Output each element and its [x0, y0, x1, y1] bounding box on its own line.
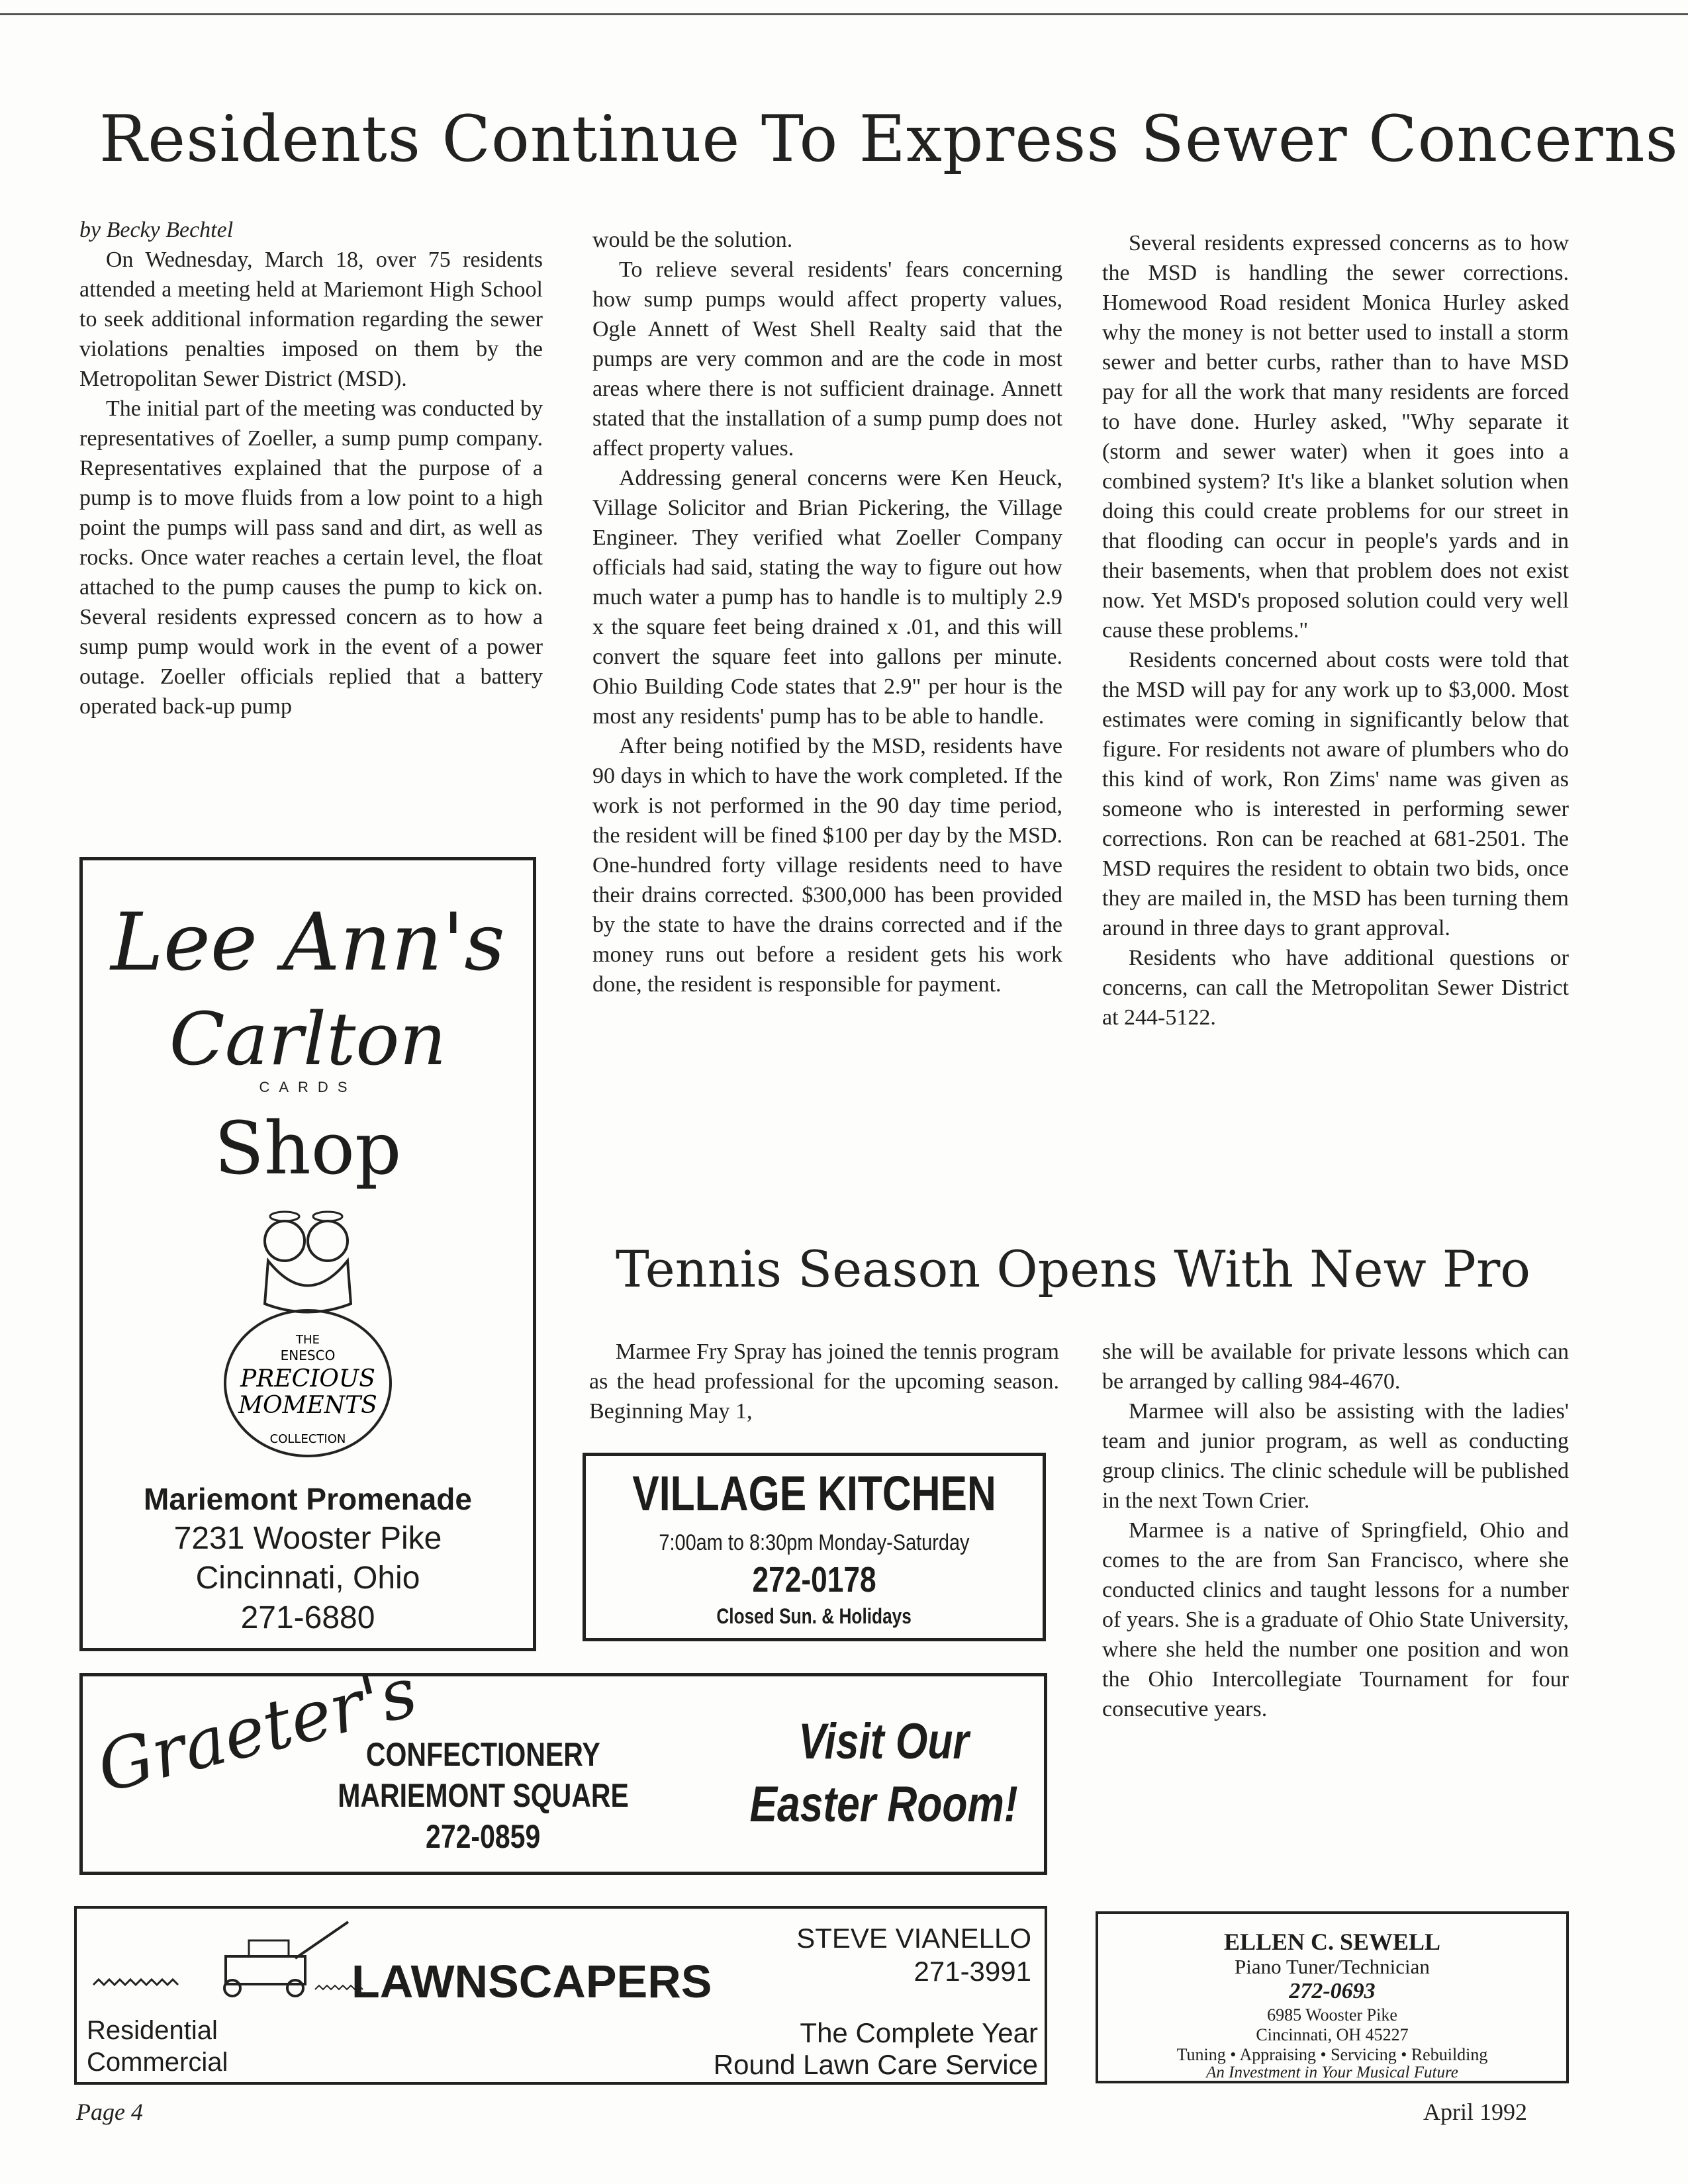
tennis-column-2: [1102, 1337, 1569, 1724]
phone-number: 272-0859: [426, 1818, 541, 1855]
graeters-promo-1: [712, 1713, 1056, 1770]
top-rule: [0, 13, 1688, 15]
lawnscapers-ad: [74, 1906, 1047, 2085]
lawnscapers-type-1: Residential: [87, 2016, 218, 2045]
sewell-city: Cincinnati, OH 45227: [1256, 2025, 1409, 2044]
lawnscapers-tagline-2: Round Lawn Care Service: [713, 2049, 1038, 2080]
sewell-ad: [1096, 1911, 1569, 2083]
address-line: 7231 Wooster Pike: [173, 1521, 442, 1556]
sewell-slogan: An Investment in Your Musical Future: [1206, 2064, 1458, 2081]
lee-anns-title: Lee Ann's: [111, 897, 505, 989]
location-label: MARIEMONT SQUARE: [338, 1777, 629, 1814]
lawnscapers-phone: 271-3991: [914, 1956, 1031, 1987]
precious-moments-logo: [209, 1205, 407, 1469]
logo-precious: PRECIOUS: [240, 1365, 375, 1392]
phone-number: 272-0178: [752, 1560, 876, 1600]
paragraph: Residents concerned about costs were told that the MSD will pay for any work up to $3,000. Most estimates were coming in significantly below that figure. For residents not aware of plumbers who do this kind of work, Ron Zims' name was given as someone who is interested in performing sewer corrections. Ron can be reached at 681-2501. The MSD requires the resident to obtain two bids, once they are mailed in, the MSD has been turning them around in three days to grant approval.: [1102, 648, 1569, 940]
sewell-phone: 272-0693: [1289, 1979, 1376, 2003]
paragraph: Several residents expressed concerns as to how the MSD is handling the sewer corrections. Homewood Road resident Monica Hurley asked why the money is not better used to install a storm sewer and better curbs, rather than to have MSD pay for all the work that many residents are forced to have done. Hurley asked, "Why separate it (storm and sewer water) when it goes into a combined system? It's like a blanket solution when doing this could create problems for our street in that flooding can occur in people's yards and in their basements, when that problem does not exist now. Yet MSD's proposed solution could very well cause these problems.": [1102, 231, 1569, 643]
graeters-phone: [285, 1818, 682, 1855]
halo-left: [270, 1212, 299, 1221]
halo-right: [313, 1212, 342, 1221]
lawnscapers-type-2: Commercial: [87, 2048, 228, 2077]
issue-date: April 1992: [1423, 2099, 1527, 2125]
lawnscapers-name: LAWNSCAPERS: [352, 1956, 712, 2007]
shop-label: Shop: [214, 1106, 402, 1191]
paragraph: would be the solution.: [592, 228, 793, 252]
article-column-3: [1102, 228, 1569, 1032]
page-number: Page 4: [76, 2099, 143, 2125]
lawnscapers-owner: STEVE VIANELLO: [796, 1923, 1031, 1954]
village-kitchen-ad: [583, 1453, 1046, 1641]
lawnscapers-tagline-1: The Complete Year: [800, 2017, 1038, 2048]
paragraph: The initial part of the meeting was conducted by representatives of Zoeller, a sump pump company. Representatives explained that the purpose of a pump is to move fluids from a low point to a high point the pumps will pass sand and dirt, as well as rocks. Once water reaches a certain level, the float attached to the pump causes the pump to kick on. Several residents expressed concern as to how a sump pump would work in the event of a power outage. Zoeller officials replied that a battery operated back-up pump: [79, 396, 543, 719]
angels-body: [265, 1261, 351, 1312]
article-column-2: [592, 225, 1062, 999]
paragraph: On Wednesday, March 18, over 75 residents attended a meeting held at Mariemont High School to seek additional information regarding the sewer violations penalties imposed on them by the Metropolitan Sewer District (MSD).: [79, 248, 543, 391]
hours-text: 7:00am to 8:30pm Monday-Saturday: [659, 1530, 970, 1555]
village-kitchen-closed: [586, 1603, 1043, 1629]
angel-right-head: [308, 1221, 348, 1261]
location-name: Mariemont Promenade: [144, 1482, 472, 1516]
city-line: Cincinnati, Ohio: [195, 1561, 420, 1596]
promo-line-2: Easter Room!: [749, 1776, 1018, 1833]
promo-line-1: Visit Our: [798, 1713, 969, 1770]
lee-anns-ad: [79, 857, 536, 1651]
article-column-1: [79, 215, 543, 721]
phone-number: 271-6880: [240, 1600, 375, 1635]
carlton-cards-label: CARDS: [259, 1079, 357, 1095]
mower-wheel-back: [224, 1980, 240, 1996]
graeters-ad: [79, 1651, 1047, 1875]
paragraph: Marmee will also be assisting with the ladies' team and junior program, as well as conducting group clinics. The clinic schedule will be published in the next Town Crier.: [1102, 1399, 1569, 1513]
paragraph: To relieve several residents' fears concerning how sump pumps would affect property values, Ogle Annett of West Shell Realty said that the pumps are very common and are the code in most areas where there is not sufficient drainage. Annett stated that the installation of a sump pump does not affect property values.: [592, 257, 1062, 461]
paragraph: Residents who have additional questions or concerns, can call the Metropolitan Sewer District at 244-5122.: [1102, 946, 1569, 1030]
sewell-services: Tuning • Appraising • Servicing • Rebuilding: [1176, 2045, 1488, 2064]
graeters-line2: [285, 1777, 682, 1814]
mower-bag: [249, 1940, 289, 1956]
mower-wheel-front: [287, 1980, 303, 1996]
closed-text: Closed Sun. & Holidays: [716, 1604, 912, 1628]
paragraph: Marmee is a native of Springfield, Ohio and comes to the are from San Francisco, where she conducted clinics and taught lessons for a number of years. She is a graduate of Ohio State University, where she held the number one position and won the Ohio Intercollegiate Tournament for four consecutive years.: [1102, 1518, 1570, 1721]
village-kitchen-phone: [586, 1559, 1043, 1601]
graeters-logo: Graeter's: [89, 1651, 425, 1809]
angel-left-head: [265, 1221, 305, 1261]
sewell-address: 6985 Wooster Pike: [1267, 2005, 1397, 2025]
tennis-headline: Tennis Season Opens With New Pro: [616, 1240, 1531, 1298]
headline: Residents Continue To Express Sewer Concerns: [99, 102, 1679, 176]
logo-the: THE: [296, 1333, 320, 1347]
paragraph: she will be available for private lessons which can be arranged by calling 984-4670.: [1102, 1340, 1569, 1394]
paragraph: After being notified by the MSD, residents have 90 days in which to have the work completed. If the work is not performed in the 90 day time period, the resident will be fined $100 per day by the MSD. One-hundred forty village residents need to have their drains corrected. $300,000 has been provided by the state to have the drains corrected and if the money runs out before a resident gets his work done, the resident is responsible for payment.: [592, 734, 1062, 997]
village-kitchen-hours: [586, 1529, 1043, 1557]
paragraph: Addressing general concerns were Ken Heuck, Village Solicitor and Brian Pickering, the Village Engineer. They verified what Zoeller Company officials had said, stating the way to figure out how much water a pump has to handle is to multiply 2.9 x the square feet being drained x .01, and this will convert the square feet into gallons per minute. Ohio Building Code states that 2.9" per hour is the most any residents' pump has to be able to handle.: [592, 466, 1062, 729]
village-kitchen-name: VILLAGE KITCHEN: [632, 1466, 996, 1521]
graeters-line1: [285, 1736, 682, 1773]
carlton-logo: Carlton: [169, 997, 447, 1081]
sewell-name: ELLEN C. SEWELL: [1223, 1929, 1441, 1955]
byline: by Becky Bechtel: [79, 218, 234, 242]
tennis-column-1: [589, 1337, 1059, 1426]
paragraph: Marmee Fry Spray has joined the tennis program as the head professional for the upcoming season. Beginning May 1,: [589, 1340, 1059, 1424]
graeters-promo-2: [712, 1776, 1056, 1833]
village-kitchen-title: [586, 1466, 1043, 1522]
confectionery-label: CONFECTIONERY: [366, 1736, 600, 1773]
mower-handle: [295, 1922, 348, 1958]
sewell-title: Piano Tuner/Technician: [1235, 1955, 1430, 1978]
grass-left: [93, 1979, 178, 1985]
logo-moments: MOMENTS: [238, 1392, 377, 1419]
logo-collection: COLLECTION: [269, 1432, 346, 1446]
logo-enesco: ENESCO: [280, 1347, 336, 1363]
